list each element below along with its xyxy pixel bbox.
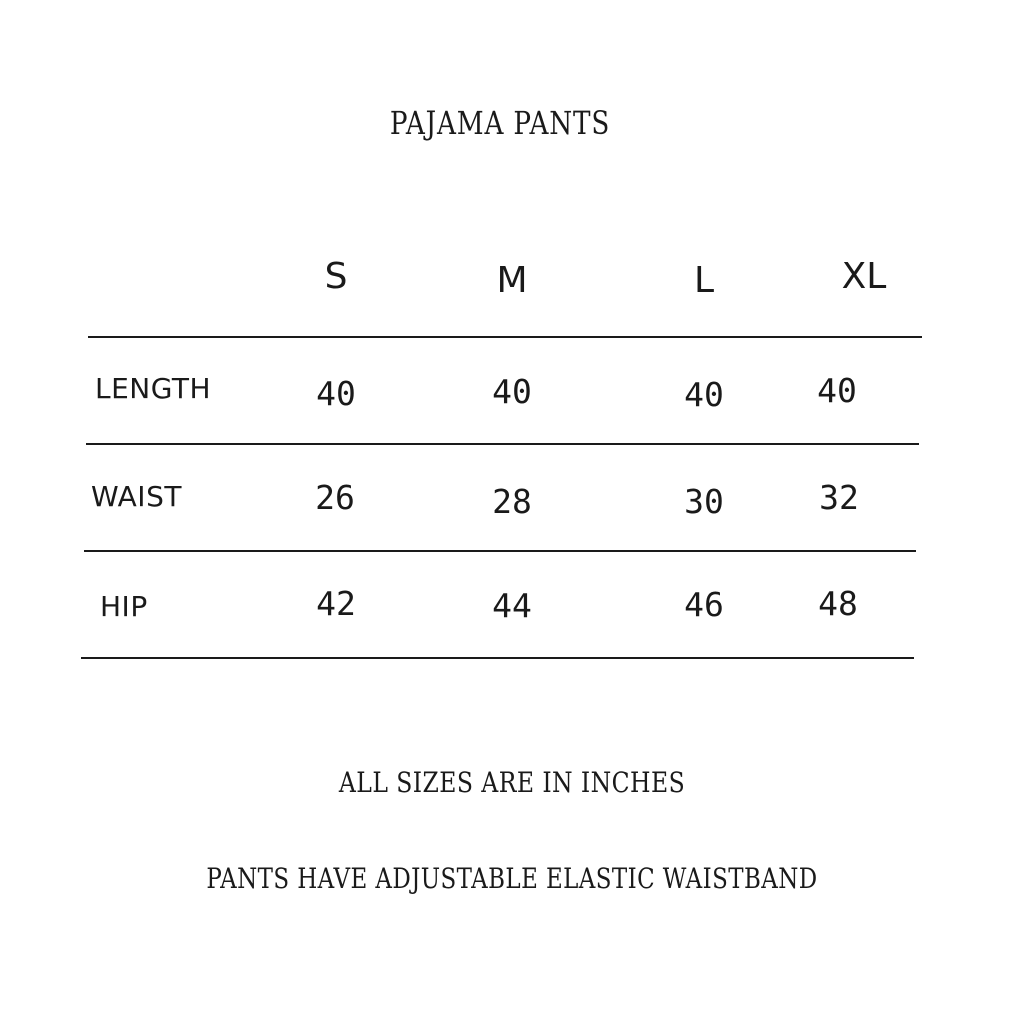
size-header-xl: XL bbox=[841, 256, 887, 297]
table-cell: 28 bbox=[492, 482, 532, 521]
size-header-m: M bbox=[496, 260, 528, 301]
table-cell: 42 bbox=[316, 584, 356, 623]
row-label-length: LENGTH bbox=[95, 372, 212, 405]
table-cell: 40 bbox=[316, 374, 356, 413]
row-label-hip: HIP bbox=[100, 590, 148, 623]
table-divider-bottom bbox=[81, 657, 914, 659]
page-title: PAJAMA PANTS bbox=[389, 104, 611, 142]
table-cell: 48 bbox=[818, 584, 858, 623]
table-cell: 46 bbox=[684, 585, 724, 624]
units-note: ALL SIZES ARE IN INCHES bbox=[338, 766, 686, 799]
table-divider bbox=[84, 550, 916, 552]
table-divider bbox=[86, 443, 919, 445]
table-cell: 30 bbox=[684, 482, 724, 521]
size-header-s: S bbox=[324, 256, 348, 297]
table-cell: 44 bbox=[492, 586, 532, 625]
table-divider-top bbox=[88, 336, 922, 338]
table-cell: 40 bbox=[684, 375, 724, 414]
table-cell: 40 bbox=[817, 371, 857, 410]
waistband-note: PANTS HAVE ADJUSTABLE ELASTIC WAISTBAND bbox=[206, 862, 818, 895]
table-cell: 26 bbox=[315, 478, 355, 517]
row-label-waist: WAIST bbox=[91, 480, 182, 513]
table-cell: 32 bbox=[819, 478, 859, 517]
size-header-l: L bbox=[693, 260, 715, 301]
table-cell: 40 bbox=[492, 372, 532, 411]
